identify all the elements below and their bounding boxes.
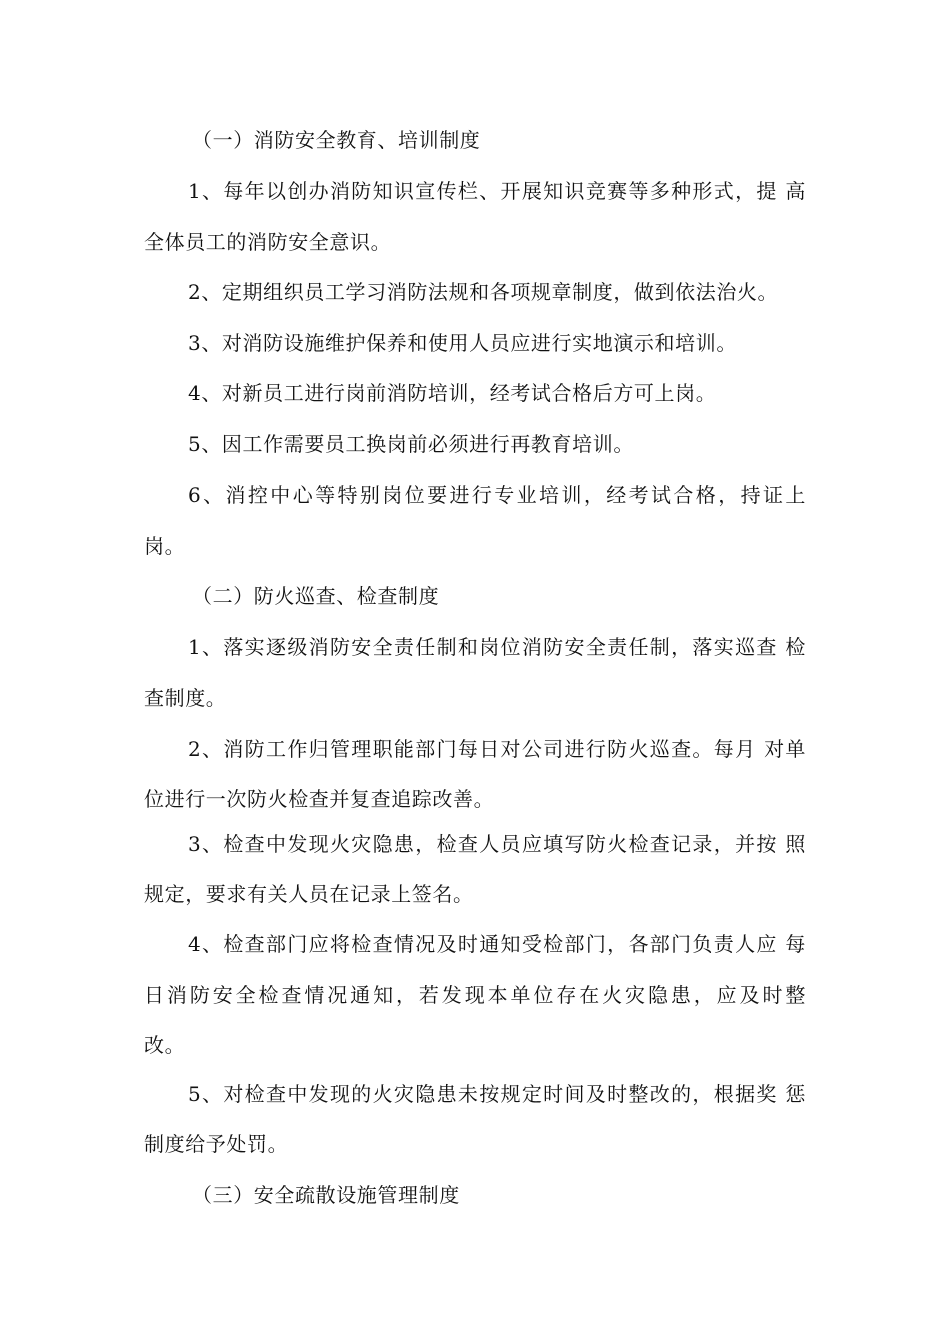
paragraph-2-2-line-1: 2、消防工作归管理职能部门每日对公司进行防火巡查。每月 对单 (188, 737, 806, 761)
paragraph-1-6-line-2: 岗。 (144, 534, 186, 558)
paragraph-1-1-line-2: 全体员工的消防安全意识。 (144, 230, 392, 254)
paragraph-1-6-line-1: 6、消控中心等特别岗位要进行专业培训，经考试合格，持证上 (188, 483, 806, 507)
paragraph-1-2: 2、定期组织员工学习消防法规和各项规章制度，做到依法治火。 (188, 280, 779, 304)
paragraph-2-3-line-2: 规定，要求有关人员在记录上签名。 (144, 882, 474, 906)
paragraph-2-4-line-3: 改。 (144, 1033, 186, 1057)
paragraph-2-5-line-1: 5、对检查中发现的火灾隐患未按规定时间及时整改的，根据奖 惩 (188, 1082, 806, 1106)
paragraph-1-3: 3、对消防设施维护保养和使用人员应进行实地演示和培训。 (188, 331, 737, 355)
paragraph-2-1-line-2: 查制度。 (144, 686, 227, 710)
paragraph-2-4-line-1: 4、检查部门应将检查情况及时通知受检部门，各部门负责人应 每 (188, 932, 806, 956)
paragraph-2-2-line-2: 位进行一次防火检查并复查追踪改善。 (144, 787, 495, 811)
section-heading-1: （一）消防安全教育、培训制度 (192, 128, 481, 152)
paragraph-2-5-line-2: 制度给予处罚。 (144, 1132, 289, 1156)
paragraph-2-3-line-1: 3、检查中发现火灾隐患，检查人员应填写防火检查记录，并按 照 (188, 832, 806, 856)
paragraph-2-1-line-1: 1、落实逐级消防安全责任制和岗位消防安全责任制，落实巡查 检 (188, 635, 806, 659)
paragraph-1-4: 4、对新员工进行岗前消防培训，经考试合格后方可上岗。 (188, 381, 717, 405)
paragraph-1-5: 5、因工作需要员工换岗前必须进行再教育培训。 (188, 432, 634, 456)
paragraph-2-4-line-2: 日消防安全检查情况通知，若发现本单位存在火灾隐患，应及时整 (144, 983, 806, 1007)
section-heading-2: （二）防火巡查、检查制度 (192, 584, 440, 608)
section-heading-3: （三）安全疏散设施管理制度 (192, 1183, 460, 1207)
paragraph-1-1-line-1: 1、每年以创办消防知识宣传栏、开展知识竞赛等多种形式，提 高 (188, 179, 806, 203)
